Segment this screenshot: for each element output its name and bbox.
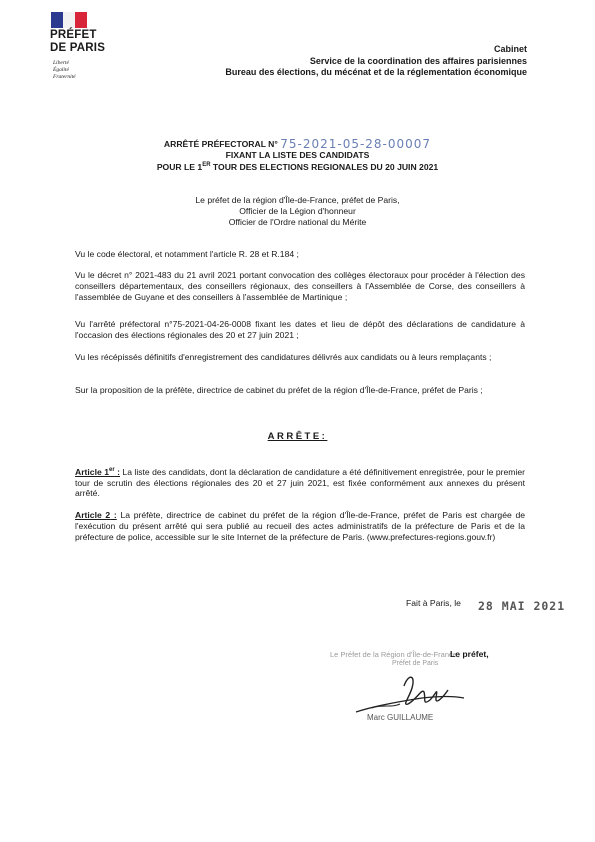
flag-white-stripe bbox=[63, 12, 75, 28]
signer-name: Marc GUILLAUME bbox=[367, 713, 434, 722]
decree-title: ARRÊTÉ PRÉFECTORAL N° 75-2021-05-28-00007 FIXANT LA LISTE DES CANDIDATS POUR LE 1ER TOUR DES ELECTIONS REGIONALES DU 20 JUIN 2021 bbox=[156, 137, 439, 172]
flag-blue-stripe bbox=[51, 12, 63, 28]
prefecture-stamp-line: Le Préfet de la Région d'Île-de-France, bbox=[330, 650, 460, 659]
fait-a-paris: Fait à Paris, le bbox=[406, 598, 461, 608]
handwritten-decree-number: 75-2021-05-28-00007 bbox=[280, 137, 432, 151]
prefect-titles: Le préfet de la région d'Île-de-France, préfet de Paris, Officier de la Légion d'honneur Officier de l'Ordre national du Mérite bbox=[195, 195, 400, 227]
consideration-paragraph: Vu les récépissés définitifs d'enregistrement des candidatures délivrés aux candidats ou à leurs remplaçants ; bbox=[75, 352, 492, 362]
article-label: Article 2 : bbox=[75, 510, 117, 520]
article-label: Article 1er : bbox=[75, 466, 120, 477]
consideration-paragraph: Vu le décret n° 2021-483 du 21 avril 2021 portant convocation des collèges électoraux pour procéder à l'élection des conseillers départementaux, des conseillers régionaux, des conseillers à l'Assemblée de Corse, des conseillers à l'assemblée de Guyane et des conseillers à l'assemblée de Martinique ; bbox=[75, 270, 525, 302]
prefet-label: Le préfet, bbox=[450, 649, 489, 659]
article-1: Article 1er : La liste des candidats, dont la déclaration de candidature a été définitivement enregistrée, pour le premier tour de scrutin des élections régionales des 20 et 27 juin 2021, est fixée conformément aux annexes du présent arrêté. bbox=[75, 466, 526, 499]
republic-motto: Liberté Égalité Fraternité bbox=[53, 60, 76, 80]
prefet-logo-title: PRÉFET DE PARIS bbox=[50, 29, 106, 54]
arrete-heading: ARRÊTE: bbox=[267, 431, 328, 442]
marianne-flag-logo bbox=[51, 12, 87, 28]
date-stamp: 28 MAI 2021 bbox=[478, 599, 566, 613]
consideration-paragraph: Sur la proposition de la préfète, directrice de cabinet du préfet de la région d'Île-de-France, préfet de Paris ; bbox=[75, 385, 483, 395]
flag-red-stripe bbox=[75, 12, 87, 28]
consideration-paragraph: Vu le code électoral, et notamment l'article R. 28 et R.184 ; bbox=[75, 249, 299, 259]
signature bbox=[352, 668, 467, 718]
service-header: Cabinet Service de la coordination des affaires parisiennes Bureau des élections, du mécénat et de la réglementation économique bbox=[225, 44, 527, 77]
consideration-paragraph: Vu l'arrêté préfectoral n°75-2021-04-26-0008 fixant les dates et lieu de dépôt des déclarations de candidature à l'occasion des élections régionales des 20 et 27 juin 2021 ; bbox=[75, 319, 525, 340]
prefecture-stamp-line: Préfet de Paris bbox=[392, 660, 439, 667]
article-2: Article 2 : La préfète, directrice de cabinet du préfet de la région d'Île-de-France, préfet de Paris est chargée de l'exécution du présent arrêté qui sera publié au recueil des actes administratifs de la préfecture de Paris et de la préfecture de police, accessible sur le site Internet de la préfecture de Paris. (www.prefectures-regions.gouv.fr) bbox=[75, 510, 525, 542]
